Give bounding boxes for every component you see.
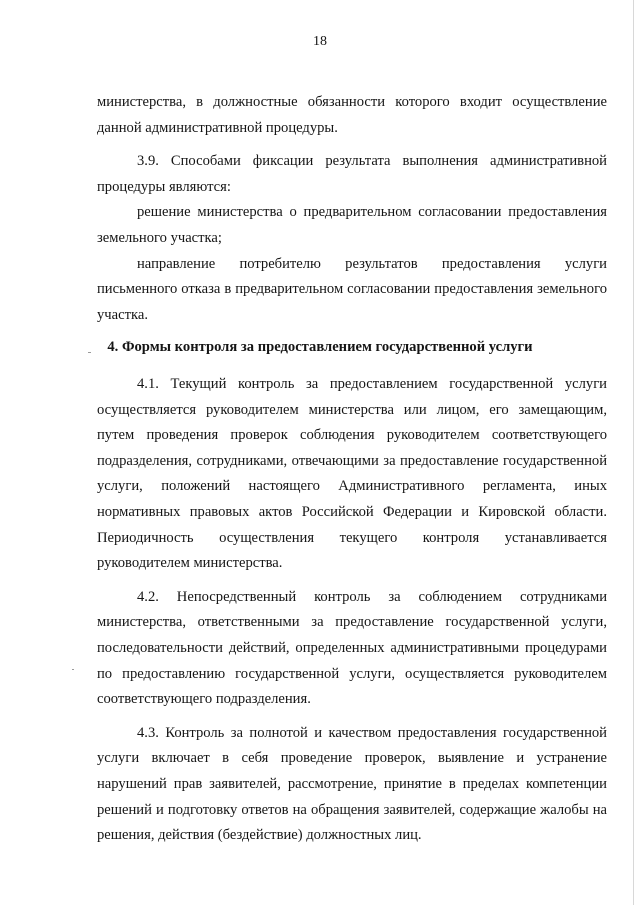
- top-text-block: [97, 90, 607, 328]
- paragraph-decision: решение министерства о предварительном согласовании предоставления земельного участка;: [97, 204, 607, 246]
- paragraph-gap: [97, 141, 607, 149]
- paragraph-gap: [97, 577, 607, 585]
- paragraph-4-1: 4.1. Текущий контроль за предоставлением государственной услуги осуществляется руководителем министерства или лицом, его замещающим, путем проведения проверок соблюдения руководителем соответствующего подразделения, сотрудниками, отвечающими за предоставление государственной услуги, положений настоящего Административного регламента, иных нормативных правовых актов Российской Федерации и Кировской области. Периодичность осуществления текущего контроля устанавливается руководителем министерства.: [97, 376, 607, 572]
- paragraph-gap: [97, 713, 607, 721]
- paragraph-4-3: 4.3. Контроль за полнотой и качеством предоставления государственной услуги включает в себя проведение проверок, выявление и устранение нарушений прав заявителей, рассмотрение, принятие в пределах компетенции решений и подготовку ответов на обращения заявителей, содержащие жалобы на решения, действия (бездействие) должностных лиц.: [97, 724, 607, 844]
- bottom-text-block: [97, 372, 607, 849]
- scan-speck: [72, 669, 74, 670]
- paragraph-3-9: 3.9. Способами фиксации результата выполнения административной процедуры являются:: [97, 153, 607, 195]
- paragraph-refusal: направление потребителю результатов предоставления услуги письменного отказа в предварительном согласовании предоставления земельного участка.: [97, 255, 607, 323]
- page-number: 18: [313, 34, 327, 49]
- scan-edge-line: [633, 0, 634, 905]
- paragraph-4-2: 4.2. Непосредственный контроль за соблюдением сотрудниками министерства, ответственными за предоставление государственной услуги, последовательности действий, определенных административными процедурами по предоставлению государственной услуги, осуществляется руководителем соответствующего подразделения.: [97, 588, 607, 708]
- section-heading: 4. Формы контроля за предоставлением государственной услуги: [107, 339, 533, 355]
- scan-speck: [88, 352, 91, 353]
- paragraph-continuation: министерства, в должностные обязанности которого входит осуществление данной административной процедуры.: [97, 94, 607, 136]
